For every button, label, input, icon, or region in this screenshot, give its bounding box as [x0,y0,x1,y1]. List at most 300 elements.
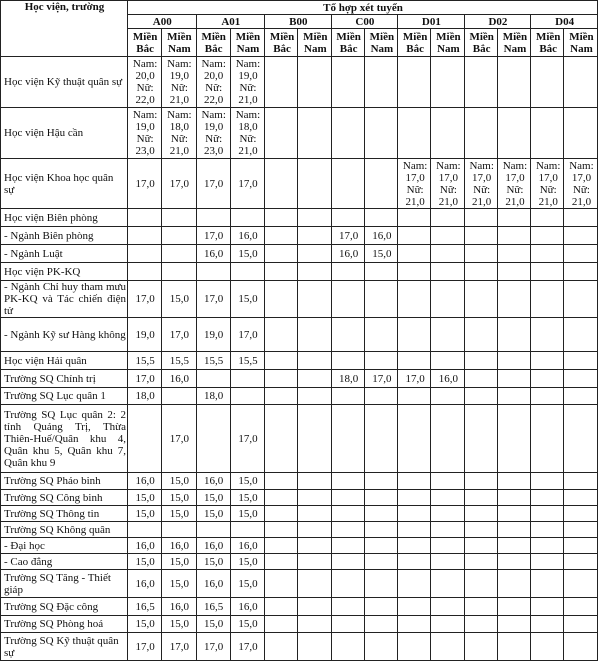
score-cell [398,245,431,263]
score-cell: 19,0 [128,318,162,352]
score-cell: 15,0 [196,616,230,633]
score-cell [464,57,497,108]
score-cell: 17,0 [230,318,264,352]
table-row [1,159,598,209]
score-cell: 17,0 [196,159,230,209]
score-cell: 15,0 [196,490,230,506]
score-cell [531,633,564,661]
school-name: - Ngành Kỹ sư Hàng không [1,318,128,352]
score-cell [564,570,598,598]
school-name: Trường SQ Không quân [1,522,128,538]
score-cell [364,57,397,108]
score-cell: 16,0 [196,473,230,490]
score-cell: Nam: 18,0 Nữ: 21,0 [230,108,264,159]
combo-header-b00: B00 [265,15,332,29]
score-cell [265,318,298,352]
score-cell [265,405,298,473]
score-cell [464,108,497,159]
region-header-d02-south: Miền Nam [497,29,530,57]
score-cell [497,370,530,388]
table-row [1,538,598,554]
score-cell: 17,0 [196,633,230,661]
score-cell [564,633,598,661]
score-cell: 15,5 [230,352,264,370]
region-header-a00-north: Miền Bắc [128,29,162,57]
score-cell [564,405,598,473]
score-cell [265,263,298,281]
score-cell [398,598,431,616]
score-cell: 17,0 [398,370,431,388]
score-cell [531,227,564,245]
school-name: Trường SQ Pháo binh [1,473,128,490]
score-cell [464,209,497,227]
score-cell [531,616,564,633]
score-cell [497,352,530,370]
score-cell [431,281,464,318]
score-cell: Nam: 17,0 Nữ: 21,0 [398,159,431,209]
school-name: Trường SQ Kỹ thuật quân sự [1,633,128,661]
score-cell [564,538,598,554]
school-name: - Ngành Biên phòng [1,227,128,245]
score-cell [128,522,162,538]
score-cell [431,522,464,538]
table-row [1,633,598,661]
score-cell: 15,0 [162,473,196,490]
school-name: Học viện Kỹ thuật quân sự [1,57,128,108]
score-cell [128,209,162,227]
score-cell [564,352,598,370]
score-cell [331,598,364,616]
score-cell: 15,0 [162,506,196,522]
score-cell [162,522,196,538]
table-row [1,506,598,522]
region-header-b00-south: Miền Nam [298,29,331,57]
score-cell [497,522,530,538]
score-cell [464,538,497,554]
score-cell [497,405,530,473]
school-name: Trường SQ Phòng hoá [1,616,128,633]
score-cell [564,616,598,633]
score-cell [364,209,397,227]
score-cell: 16,0 [128,570,162,598]
score-cell [531,281,564,318]
score-cell: 17,0 [331,227,364,245]
score-cell [431,633,464,661]
school-name: Trường SQ Tăng - Thiết giáp [1,570,128,598]
score-cell [298,473,331,490]
score-cell [298,209,331,227]
score-cell [531,522,564,538]
score-cell [531,245,564,263]
score-cell: Nam: 19,0 Nữ: 21,0 [162,57,196,108]
score-cell: Nam: 20,0 Nữ: 22,0 [196,57,230,108]
score-cell [464,490,497,506]
score-cell [196,209,230,227]
score-cell: 16,0 [364,227,397,245]
score-cell [265,370,298,388]
score-cell [230,370,264,388]
table-row [1,616,598,633]
score-cell [431,506,464,522]
score-cell [531,57,564,108]
score-cell [564,598,598,616]
score-cell [464,506,497,522]
col-header-combos: Tổ hợp xét tuyển [128,1,598,15]
score-cell [265,352,298,370]
score-cell [162,263,196,281]
score-cell [298,506,331,522]
score-cell: 17,0 [196,281,230,318]
table-row [1,318,598,352]
score-cell: 15,0 [230,490,264,506]
score-cell: 18,0 [128,388,162,405]
score-cell [531,570,564,598]
score-cell [431,538,464,554]
score-cell [265,227,298,245]
score-cell: Nam: 17,0 Nữ: 21,0 [531,159,564,209]
score-cell [265,281,298,318]
score-cell [298,522,331,538]
score-cell [398,473,431,490]
score-cell: 16,0 [162,538,196,554]
score-cell [464,370,497,388]
table-row [1,281,598,318]
score-cell [364,490,397,506]
score-cell [464,352,497,370]
score-cell [265,616,298,633]
score-cell: 17,0 [128,281,162,318]
score-cell [497,318,530,352]
score-cell [497,554,530,570]
score-cell [331,318,364,352]
score-cell [531,352,564,370]
score-cell [196,405,230,473]
score-cell [431,388,464,405]
score-cell [364,570,397,598]
score-cell [298,490,331,506]
score-cell [464,570,497,598]
score-cell [464,616,497,633]
score-cell [162,245,196,263]
school-name: Trường SQ Đặc công [1,598,128,616]
score-cell [398,405,431,473]
score-cell [398,616,431,633]
score-cell: 15,0 [128,506,162,522]
school-name: - Đại học [1,538,128,554]
score-cell: 15,0 [230,554,264,570]
score-cell [298,538,331,554]
score-cell: 17,0 [230,405,264,473]
col-header-school: Học viện, trường [1,1,128,57]
score-cell [564,554,598,570]
score-cell [331,57,364,108]
table-row [1,108,598,159]
region-header-d01-north: Miền Bắc [398,29,431,57]
score-cell [564,318,598,352]
score-cell: 16,5 [128,598,162,616]
score-cell [364,405,397,473]
table-row [1,570,598,598]
region-header-d04-south: Miền Nam [564,29,598,57]
score-cell [364,388,397,405]
score-cell: 17,0 [162,159,196,209]
score-cell [497,388,530,405]
region-header-d02-north: Miền Bắc [464,29,497,57]
score-cell: 16,0 [196,538,230,554]
score-cell [265,506,298,522]
score-cell [431,554,464,570]
region-header-b00-north: Miền Bắc [265,29,298,57]
score-cell [331,281,364,318]
score-cell [230,522,264,538]
score-cell: 15,0 [162,490,196,506]
score-cell [398,538,431,554]
score-cell [196,522,230,538]
score-cell [364,352,397,370]
score-cell [431,490,464,506]
score-cell [265,554,298,570]
score-cell [497,108,530,159]
score-cell [464,227,497,245]
score-cell [464,554,497,570]
score-cell [497,633,530,661]
score-cell [398,209,431,227]
score-cell: 16,0 [128,538,162,554]
school-name: Học viện PK-KQ [1,263,128,281]
score-cell [331,633,364,661]
score-cell [298,108,331,159]
score-cell [364,263,397,281]
score-cell: 17,0 [128,633,162,661]
score-cell [431,616,464,633]
score-cell: Nam: 17,0 Nữ: 21,0 [497,159,530,209]
score-cell [497,245,530,263]
score-cell: Nam: 19,0 Nữ: 23,0 [128,108,162,159]
score-cell: 16,0 [230,227,264,245]
score-cell [331,506,364,522]
score-cell: 15,0 [162,554,196,570]
region-header-c00-north: Miền Bắc [331,29,364,57]
table-row [1,245,598,263]
score-cell [531,538,564,554]
score-cell [298,281,331,318]
region-header-d01-south: Miền Nam [431,29,464,57]
score-cell [265,57,298,108]
score-cell: 15,0 [196,506,230,522]
score-cell [564,370,598,388]
table-row [1,352,598,370]
table-row [1,490,598,506]
score-cell [331,159,364,209]
score-cell [431,108,464,159]
score-cell [398,490,431,506]
score-cell [531,554,564,570]
score-cell: 17,0 [128,370,162,388]
table-row [1,57,598,108]
score-cell [298,388,331,405]
score-cell [464,598,497,616]
score-cell [128,405,162,473]
score-cell [298,370,331,388]
score-cell: 17,0 [162,633,196,661]
score-cell [364,506,397,522]
score-cell [398,281,431,318]
score-cell [331,554,364,570]
region-header-c00-south: Miền Nam [364,29,397,57]
score-cell [531,598,564,616]
region-header-d04-north: Miền Bắc [531,29,564,57]
score-cell [464,522,497,538]
score-cell: 15,5 [128,352,162,370]
score-cell [364,522,397,538]
score-cell [431,57,464,108]
score-cell [497,616,530,633]
region-header-a00-south: Miền Nam [162,29,196,57]
score-cell [298,318,331,352]
combo-header-a01: A01 [196,15,265,29]
score-cell [497,227,530,245]
score-cell [464,633,497,661]
score-cell [265,209,298,227]
score-cell [398,522,431,538]
score-cell [230,209,264,227]
score-cell: 17,0 [230,633,264,661]
score-cell [564,108,598,159]
score-cell: 15,0 [162,281,196,318]
combo-header-a00: A00 [128,15,197,29]
region-header-a01-south: Miền Nam [230,29,264,57]
score-cell: 19,0 [196,318,230,352]
school-name: Trường SQ Chính trị [1,370,128,388]
score-cell: 18,0 [331,370,364,388]
score-cell [196,263,230,281]
score-cell: 15,5 [162,352,196,370]
score-cell [298,570,331,598]
score-cell [398,352,431,370]
score-cell: 16,0 [331,245,364,263]
score-cell [564,473,598,490]
score-cell: Nam: 18,0 Nữ: 21,0 [162,108,196,159]
score-cell [265,598,298,616]
score-cell: 17,0 [128,159,162,209]
score-cell: 15,0 [230,506,264,522]
score-cell [497,473,530,490]
score-cell [298,598,331,616]
table-row [1,405,598,473]
score-cell [265,490,298,506]
region-header-a01-north: Miền Bắc [196,29,230,57]
score-cell [331,473,364,490]
score-cell [398,108,431,159]
score-cell [265,522,298,538]
school-name: Trường SQ Công binh [1,490,128,506]
header-row-1 [1,1,598,15]
score-cell: 15,0 [128,554,162,570]
school-name: Trường SQ Lục quân 1 [1,388,128,405]
table-row [1,473,598,490]
score-cell [230,263,264,281]
score-cell [531,318,564,352]
score-cell [364,281,397,318]
score-cell [298,616,331,633]
score-cell: 16,0 [431,370,464,388]
score-cell [265,473,298,490]
score-cell [398,554,431,570]
score-cell [531,388,564,405]
score-cell [564,57,598,108]
combo-header-d04: D04 [531,15,598,29]
score-cell: 17,0 [162,405,196,473]
score-cell: 18,0 [196,388,230,405]
score-cell [331,616,364,633]
score-cell [464,281,497,318]
table-row [1,370,598,388]
score-cell [564,490,598,506]
score-cell [398,570,431,598]
score-cell [398,227,431,245]
score-cell [162,388,196,405]
score-cell [265,159,298,209]
score-cell [398,633,431,661]
score-cell: Nam: 17,0 Nữ: 21,0 [431,159,464,209]
score-cell: 17,0 [364,370,397,388]
score-cell [497,57,530,108]
score-cell [162,227,196,245]
score-cell: 15,0 [128,490,162,506]
table-row [1,209,598,227]
score-cell [431,263,464,281]
score-cell [331,352,364,370]
score-cell [431,352,464,370]
score-cell [364,108,397,159]
score-cell [298,263,331,281]
score-cell [497,281,530,318]
score-cell [162,209,196,227]
score-cell [265,388,298,405]
score-cell [497,538,530,554]
score-cell [298,352,331,370]
score-cell: 15,0 [230,473,264,490]
score-cell: 17,0 [230,159,264,209]
score-cell [464,473,497,490]
score-cell [464,405,497,473]
score-cell [531,108,564,159]
score-cell [364,598,397,616]
score-cell [431,245,464,263]
score-cell [497,209,530,227]
score-cell [128,263,162,281]
score-cell [265,108,298,159]
score-cell [331,490,364,506]
score-cell [298,554,331,570]
score-cell [431,318,464,352]
score-cell: Nam: 19,0 Nữ: 21,0 [230,57,264,108]
score-cell: 15,0 [230,570,264,598]
score-cell [398,506,431,522]
score-cell: Nam: 20,0 Nữ: 22,0 [128,57,162,108]
score-cell [431,570,464,598]
score-cell [196,370,230,388]
score-cell [265,245,298,263]
score-cell: 15,0 [364,245,397,263]
score-cell [531,209,564,227]
table-row [1,554,598,570]
score-cell [431,209,464,227]
score-cell [564,209,598,227]
score-cell: Nam: 17,0 Nữ: 21,0 [464,159,497,209]
score-cell: 16,0 [196,570,230,598]
table-row [1,598,598,616]
